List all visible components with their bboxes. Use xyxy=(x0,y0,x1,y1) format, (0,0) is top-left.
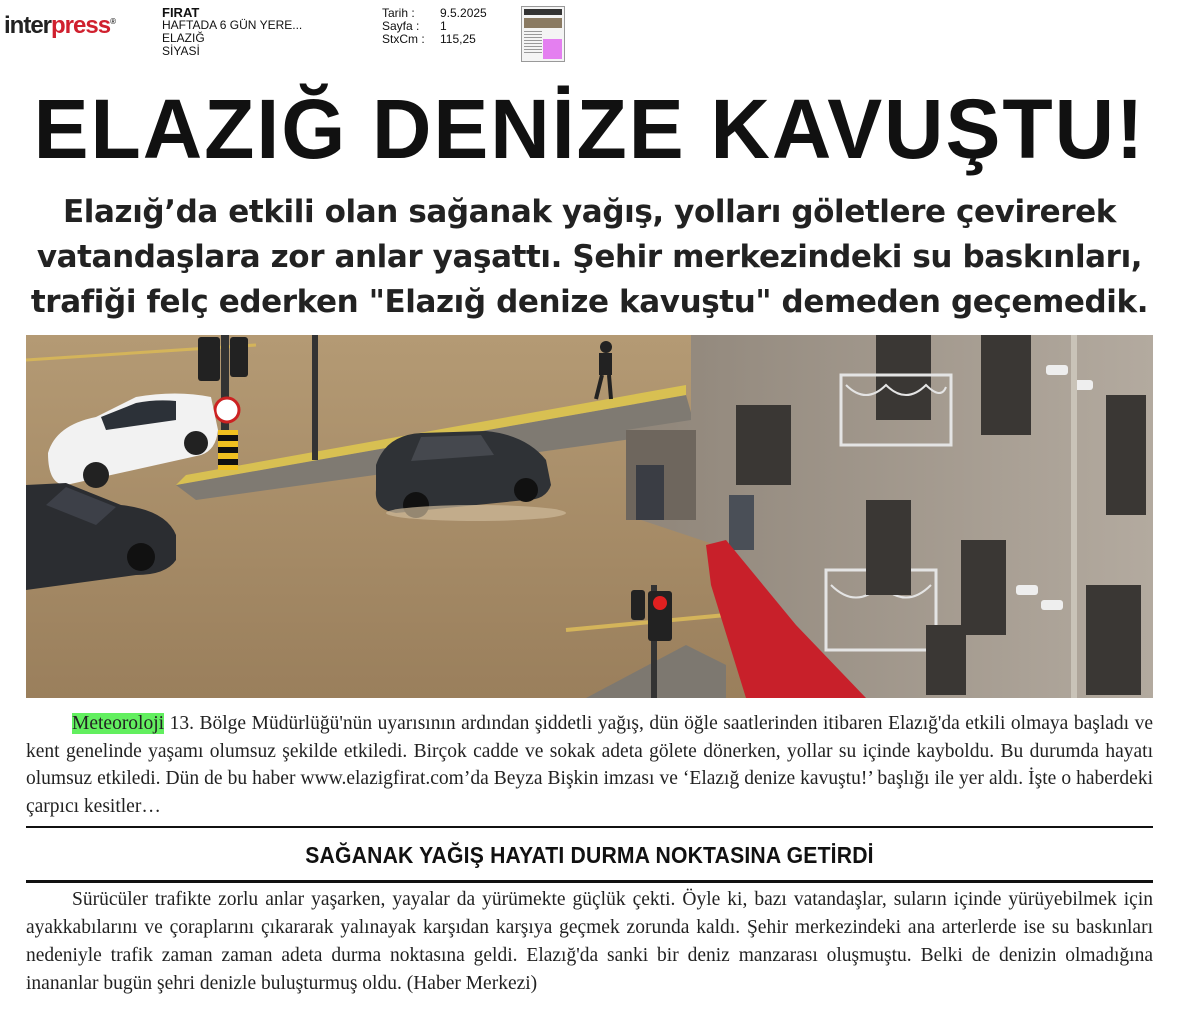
publication-city: ELAZIĞ xyxy=(162,31,205,45)
body-paragraph: Sürücüler trafikte zorlu anlar yaşarken, yayalar da yürümekte güçlük çekti. Öyle ki, bazı vatandaşlar, suların içinde yürüyebilmek için ayakkabılarını ve çoraplarını çıkararak yalınayak karşıdan karşıya geçmek zorunda kaldı. Şehir merkezindeki ana arterlerde ise su baskınları nedeniyle trafik zaman zaman adeta durma noktasına geldi. Elazığ'da sanki bir deniz manzarası oluşmuştu. Belki de denizin olmadığına inananlar bugün şehri denizle buluşturmuş oldu. (Haber Merkezi) xyxy=(26,889,1153,994)
stxcm-value: 115,25 xyxy=(440,32,476,46)
page-value: 1 xyxy=(440,19,447,33)
flooded-street-photo xyxy=(26,335,1153,698)
intro-paragraph: Meteoroloji 13. Bölge Müdürlüğü'nün uyarısının ardından şiddetli yağış, dün öğle saatlerinden itibaren Elazığ'da etkili olmaya başladı ve kent genelinde yaşamı olumsuz şekilde etkiledi. Birçok cadde ve sokak adeta gölete dönerken, yollar su içinde kayboldu. Bu durumda hayatı olumsuz etkiledi. Dün de bu haber www.elazigfirat.com’da Beyza Bişkin imzası ve ‘Elazığ denize kavuştu!’ başlığı ile yer aldı. İşte o haberdeki çarpıcı kesitler… xyxy=(26,713,1153,817)
date-label: Tarih : xyxy=(382,6,415,20)
publication-category: SİYASİ xyxy=(162,44,200,58)
page-thumbnail[interactable] xyxy=(521,6,565,62)
highlighted-keyword: Meteoroloji xyxy=(72,713,165,734)
interpress-logo: interpress® xyxy=(4,12,115,39)
section-divider-bottom xyxy=(26,880,1153,883)
page-label: Sayfa : xyxy=(382,19,420,33)
clip-stats xyxy=(382,6,487,47)
stxcm-label: StxCm : xyxy=(382,32,425,46)
section-divider-top xyxy=(26,826,1153,828)
date-value: 9.5.2025 xyxy=(440,6,487,20)
publication-name: FIRAT xyxy=(162,5,200,20)
subheadline: Elazığ’da etkili olan sağanak yağış, yolları göletlere çevirerek vatandaşlara zor anlar yaşattı. Şehir merkezindeki su baskınları, trafiği felç ederken "Elazığ denize kavuştu" demeden geçemedik. xyxy=(30,194,1149,320)
publication-frequency: HAFTADA 6 GÜN YERE... xyxy=(162,18,303,32)
headline: ELAZIĞ DENİZE KAVUŞTU! xyxy=(33,82,1146,176)
section-title: SAĞANAK YAĞIŞ HAYATI DURMA NOKTASINA GETİRDİ xyxy=(305,842,874,868)
clip-meta xyxy=(162,6,302,58)
